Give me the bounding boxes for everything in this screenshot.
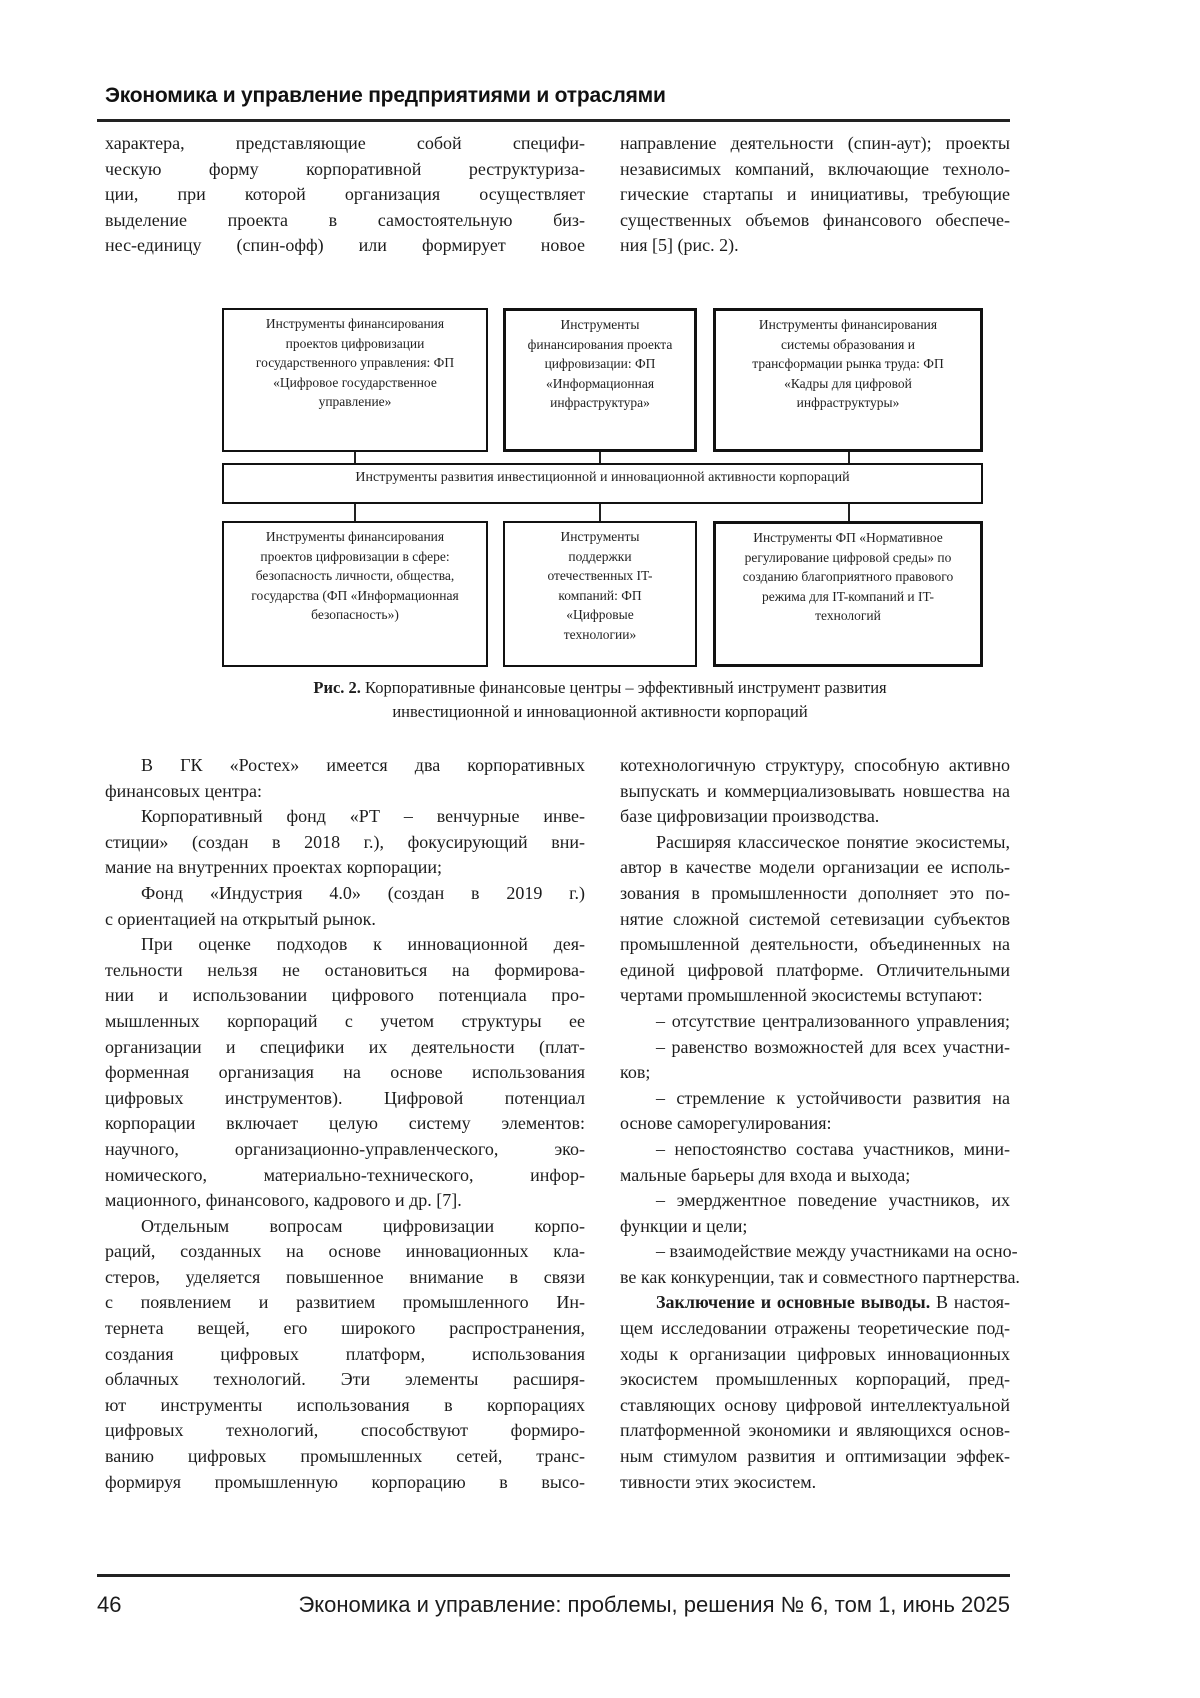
text-line: единой цифровой платформе. Отличительными (620, 959, 1010, 980)
text-line: – эмерджентное поведение участников, их (656, 1190, 1010, 1211)
diagram-box-digital-government (222, 308, 488, 452)
box-line: компаний: ФП (558, 587, 642, 603)
text-line: В ГК «Ростех» имеется два корпоративных (141, 755, 585, 775)
text-line: мание на внутренних проектах корпорации; (105, 857, 443, 878)
text-line: цифровых инструментов). Цифровой потенциал (105, 1087, 585, 1108)
top-text-left-column (105, 131, 585, 259)
text-line: – отсутствие централизованного управления; (656, 1010, 1010, 1031)
diagram-box-information-infrastructure (503, 308, 697, 452)
text-line: создания цифровых платформ, использования (105, 1343, 585, 1364)
box-line: технологии» (563, 626, 637, 642)
box-line: трансформации рынка труда: ФП (752, 356, 944, 371)
text-line: нятие сложной системой сетевизации субъектов (620, 908, 1010, 929)
box-line: проектов цифровизации в сфере: (260, 548, 450, 564)
text-line: направление деятельности (спин-аут); проекты (620, 133, 1010, 153)
box-line: созданию благоприятного правового (742, 569, 954, 584)
text-line: раций, созданных на основе инновационных кла- (105, 1241, 585, 1262)
running-header-title: Экономика и управление предприятиями и отраслями (105, 84, 666, 107)
text-line: щем исследовании отражены теоретические под- (620, 1318, 1010, 1339)
text-line: Корпоративный фонд «РТ – венчурные инве- (141, 806, 585, 827)
box-line: цифровизации: ФП (544, 356, 656, 371)
text-line: мышленных корпораций с учетом структуры ее (105, 1010, 585, 1031)
text-line: организации и специфики их деятельности (плат- (105, 1036, 585, 1057)
box-line: государственного управления: ФП (255, 355, 455, 370)
box-line: Инструменты финансирования (758, 317, 938, 332)
box-line: проектов цифровизации (285, 335, 425, 351)
text-line: ванию цифровых промышленных сетей, транс- (105, 1446, 585, 1467)
box-line: «Информационная (545, 375, 655, 391)
section-heading-inline: Заключение и основные выводы. (656, 1292, 931, 1313)
text-line: существенных объемов финансового обеспече- (620, 209, 1010, 230)
text-line: ния [5] (рис. 2). (620, 235, 739, 256)
box-line: Инструменты (560, 529, 640, 544)
text-line: ции, при которой организация осуществляет (105, 184, 585, 205)
box-line: поддержки (568, 548, 632, 564)
diagram-box-personnel (713, 308, 983, 452)
figure-caption (150, 676, 1050, 724)
text-line: ют инструменты использования в корпорациях (105, 1394, 585, 1415)
text-line: Отдельным вопросам цифровизации корпо- (141, 1215, 585, 1236)
text-line: стиции» (создан в 2018 г.), фокусирующий вни- (105, 831, 585, 852)
text-line: – стремление к устойчивости развития на (656, 1087, 1010, 1108)
text-line: мационного, финансового, кадрового и др. [7]. (105, 1190, 462, 1211)
box-line: финансирования проекта (527, 336, 673, 352)
text-line: с ориентацией на открытый рынок. (105, 908, 376, 929)
text-line: функции и цели; (620, 1215, 748, 1236)
box-line: «Цифровое государственное (273, 374, 437, 390)
footer-rule (97, 1574, 1010, 1577)
body-right-column (620, 753, 1020, 1495)
text-line: основе саморегулирования: (620, 1113, 832, 1134)
text-line: ходы к организации цифровых инновационных (620, 1343, 1010, 1364)
text-line: Фонд «Индустрия 4.0» (создан в 2019 г.) (141, 882, 585, 903)
header-rule (97, 119, 1010, 122)
box-line: инфраструктуры» (796, 395, 900, 410)
connector-line (848, 504, 850, 521)
text-line: формируя промышленную корпорацию в высо- (105, 1471, 585, 1492)
text-line: форменная организация на основе использования (105, 1062, 585, 1083)
text-line: Расширяя классическое понятие экосистемы, (656, 831, 1010, 852)
text-line: чертами промышленной экосистемы вступают: (620, 985, 983, 1006)
text-line: гические стартапы и инициативы, требующие (620, 184, 1010, 205)
box-line: «Кадры для цифровой (784, 375, 912, 391)
text-line: нес-единицу (спин-офф) или формирует новое (105, 235, 585, 256)
diagram-box-digital-technologies (503, 521, 697, 667)
text-line: ставляющих основу цифровой интеллектуальной (620, 1394, 1010, 1415)
box-line: системы образования и (781, 336, 915, 352)
text-line: выпускать и коммерциализовывать новшества на (620, 780, 1010, 801)
box-line: безопасность личности, общества, (255, 568, 455, 583)
box-line: Инструменты ФП «Нормативное (753, 530, 943, 545)
body-left-column (105, 753, 585, 1495)
connector-line (599, 504, 601, 521)
text-line: с появлением и развитием промышленного Ин- (105, 1292, 585, 1313)
text-line: ве как конкуренции, так и совместного партнерства. (620, 1266, 1020, 1287)
text-line: тельности нельзя не остановиться на формирова- (105, 959, 585, 980)
caption-text: Корпоративные финансовые центры – эффективный инструмент развития (360, 678, 887, 697)
text-line: мальные барьеры для входа и выхода; (620, 1164, 911, 1185)
box-line: режима для IT-компаний и IT- (761, 588, 935, 604)
diagram-box-regulatory-environment (713, 521, 983, 667)
text-line: научного, организационно-управленческого, эко- (105, 1138, 585, 1159)
text-line: – непостоянство состава участников, мини- (656, 1138, 1010, 1159)
box-line: отечественных IT- (547, 568, 653, 583)
text-line: базе цифровизации производства. (620, 806, 880, 827)
text-line: – взаимодействие между участниками на осно- (656, 1241, 1018, 1262)
text-line: ков; (620, 1062, 651, 1083)
text-line: – равенство возможностей для всех участни- (656, 1036, 1010, 1057)
box-line: безопасность») (311, 607, 399, 622)
box-line: технологий (815, 608, 881, 623)
diagram-center-bar: Инструменты развития инвестиционной и инновационной активности корпораций (222, 463, 983, 504)
text-line: тивности этих экосистем. (620, 1471, 817, 1492)
box-line: «Цифровые (566, 607, 634, 622)
text-line: ным стимулом развития и оптимизации эффек- (620, 1446, 1010, 1467)
text-line: зования в промышленности дополняет это по- (620, 882, 1010, 903)
text-line: независимых компаний, включающие техноло- (620, 158, 1010, 179)
text-line: экосистем промышленных корпораций, пред- (620, 1369, 1010, 1390)
text-line: автор в качестве модели организации ее исполь- (620, 857, 1010, 878)
text-line: промышленной деятельности, объединенных на (620, 934, 1010, 955)
page-number: 46 (97, 1592, 122, 1617)
box-line: Инструменты финансирования (265, 316, 445, 331)
box-line: государства (ФП «Информационная (251, 587, 459, 603)
text-line: цифровых технологий, способствуют формиро- (105, 1420, 585, 1441)
text-line: При оценке подходов к инновационной дея- (141, 934, 585, 955)
text-line: номического, материально-технического, инфор- (105, 1164, 585, 1185)
box-line: Инструменты (560, 317, 640, 332)
caption-line-2: инвестиционной и инновационной активности корпораций (392, 702, 808, 721)
text-line: корпорации включает целую систему элементов: (105, 1113, 585, 1134)
text-line: выделение проекта в самостоятельную биз- (105, 209, 585, 230)
caption-line-1 (150, 676, 1050, 700)
top-text-right-column (620, 131, 1010, 259)
text-line: платформенной экономики и являющихся основ- (620, 1420, 1010, 1441)
caption-label: Рис. 2. (313, 678, 361, 697)
text-line: характера, представляющие собой специфи- (105, 133, 585, 153)
connector-line (354, 504, 356, 521)
text-line: котехнологичную структуру, способную активно (620, 755, 1010, 775)
box-line: инфраструктура» (550, 395, 650, 410)
text-line: нии и использовании цифрового потенциала про- (105, 985, 585, 1006)
text-line: стеров, уделяется повышенное внимание в связи (105, 1266, 585, 1287)
diagram-box-information-security (222, 521, 488, 667)
text-line: облачных технологий. Эти элементы расширя- (105, 1369, 585, 1390)
text-line (620, 1290, 1010, 1316)
box-line: управление» (318, 394, 392, 409)
text-line: финансовых центра: (105, 780, 262, 801)
journal-footer-title: Экономика и управление: проблемы, решения № 6, том 1, июнь 2025 (298, 1592, 1010, 1617)
box-line: регулирование цифровой среды» по (744, 549, 952, 565)
text-line: ческую форму корпоративной реструктуриза- (105, 158, 585, 179)
box-line: Инструменты финансирования (265, 529, 445, 544)
text-fragment: В настоя- (930, 1292, 1010, 1313)
text-line: тернета вещей, его широкого распространения, (105, 1318, 585, 1339)
